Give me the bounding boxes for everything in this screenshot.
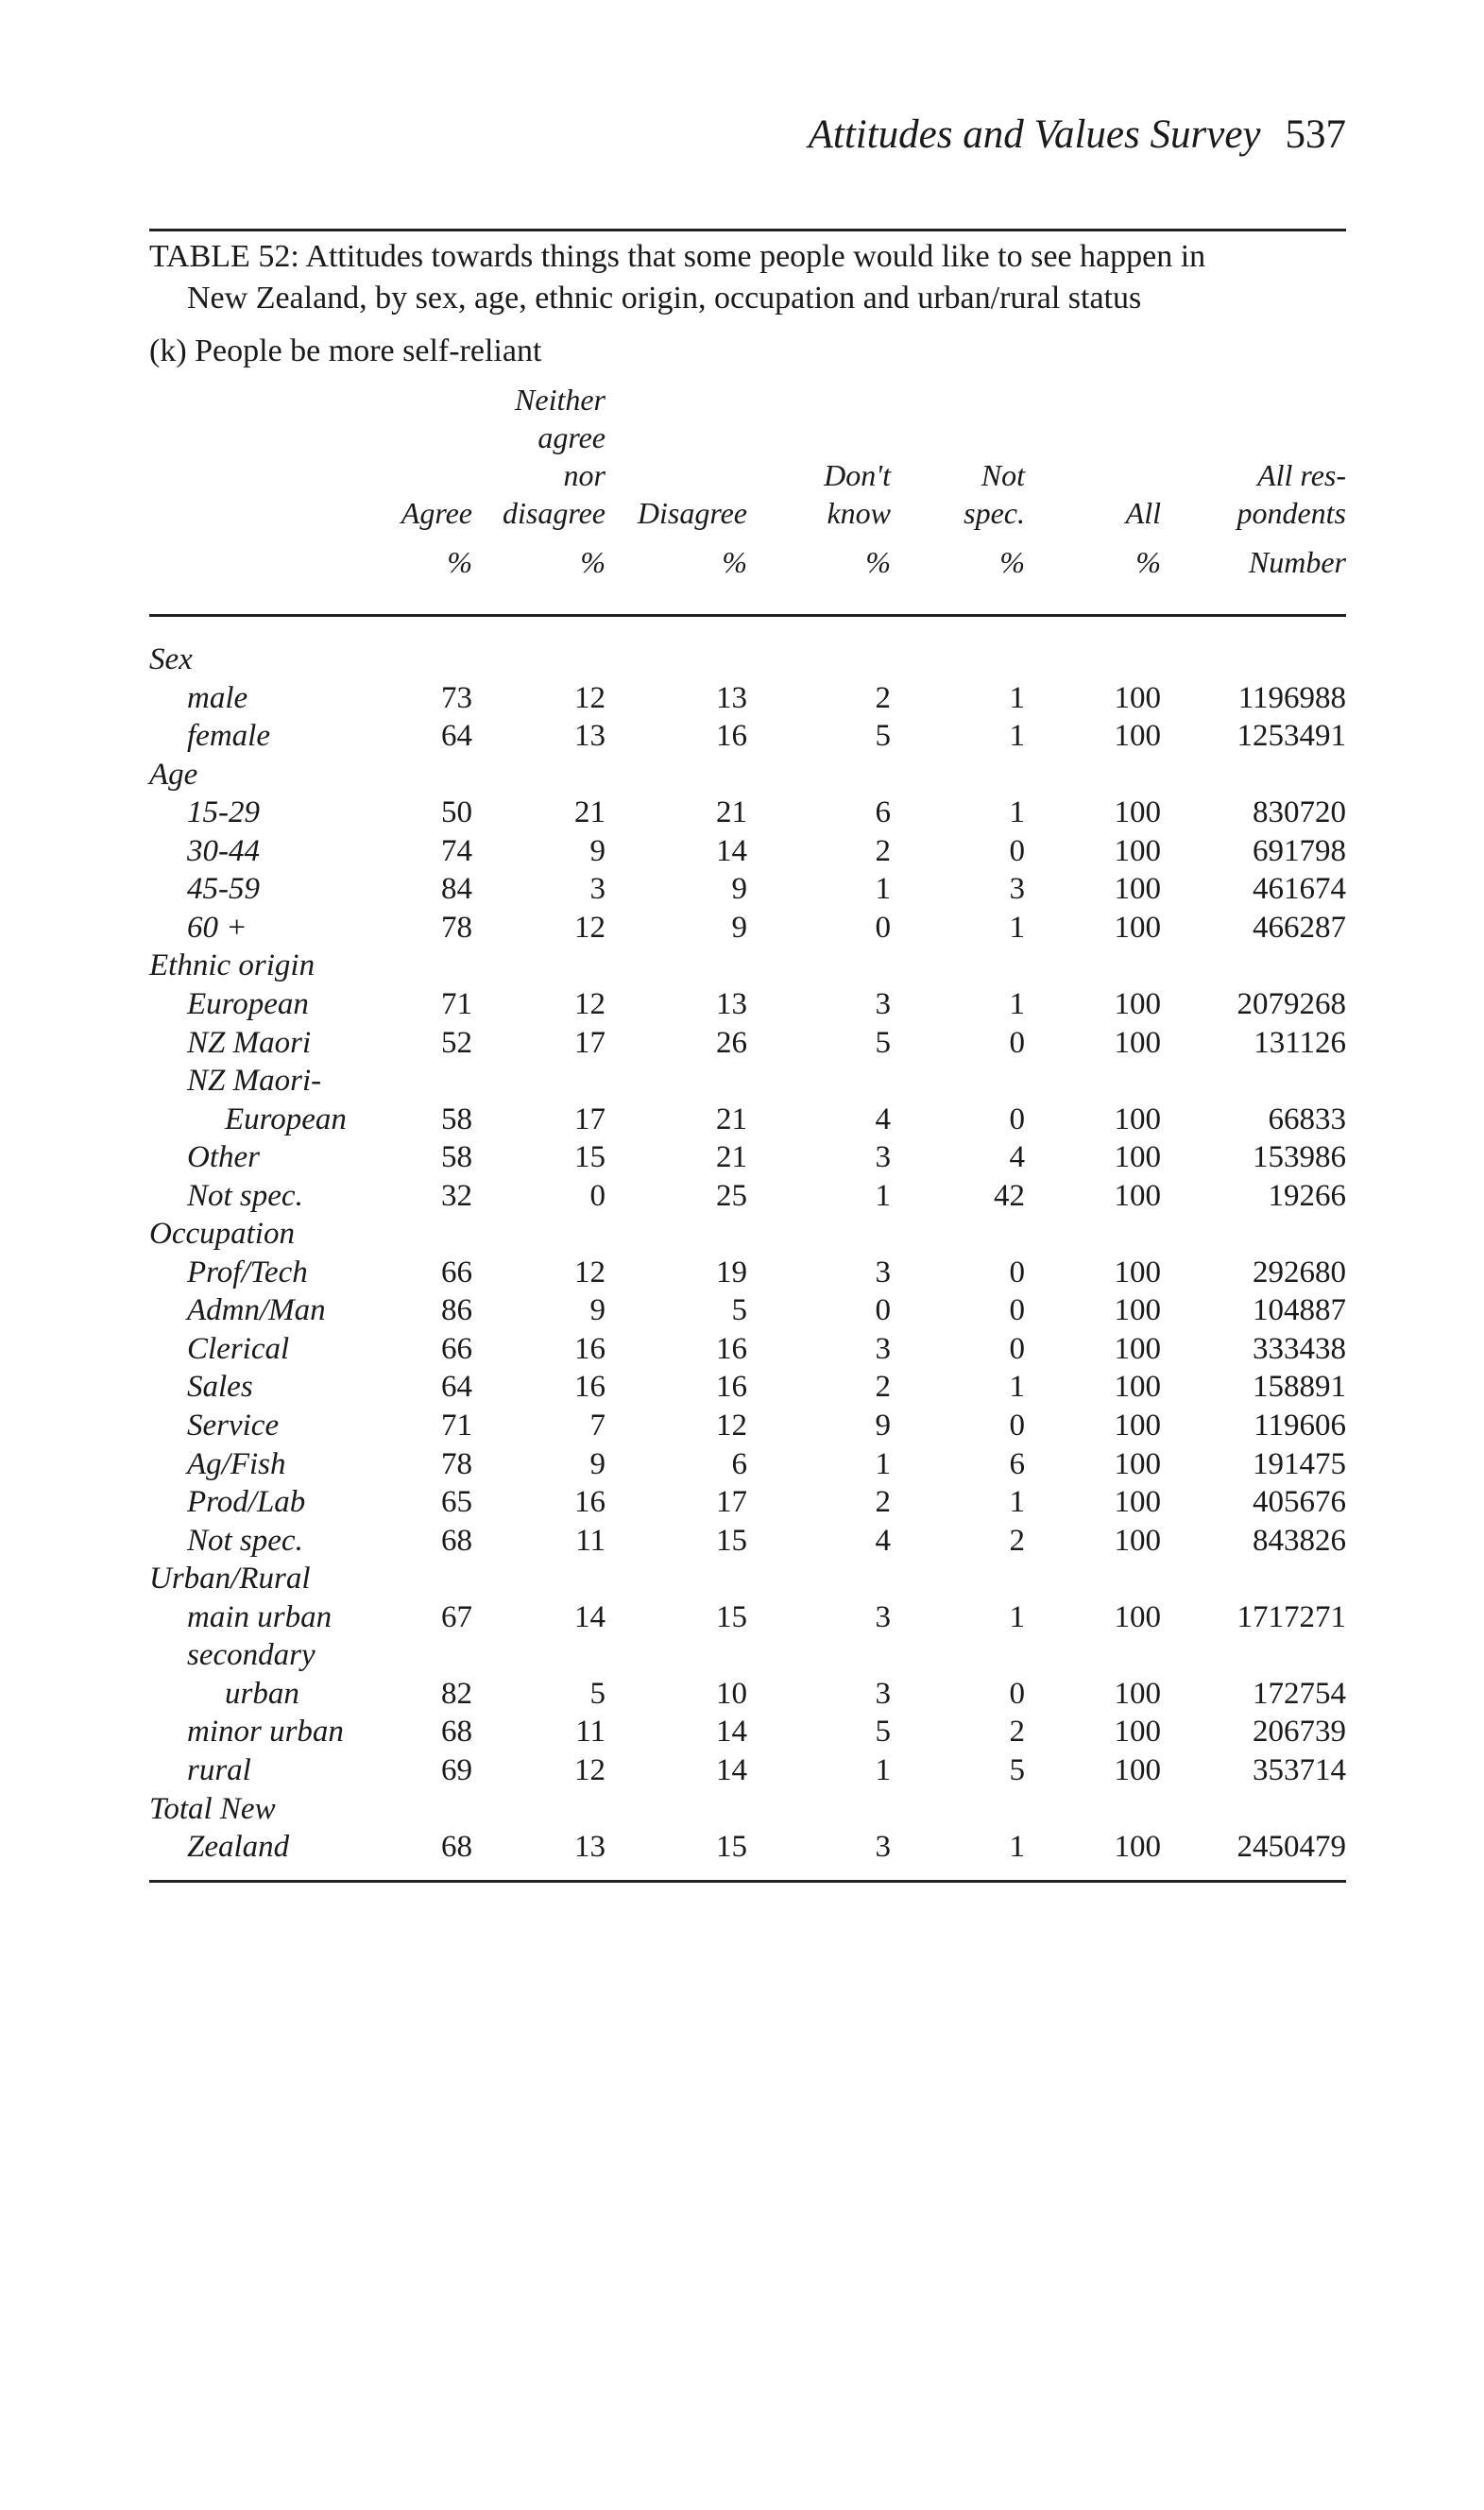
table-cell: 16 [716,1370,747,1405]
row-label: European [187,986,309,1021]
table-cell: 5 [589,1676,606,1711]
table-cell: 15 [716,1830,747,1865]
table-cell: 16 [574,1331,606,1366]
table-cell: 100 [1114,1830,1161,1865]
row-label: 60 + [187,910,247,945]
table-cell: 50 [441,795,472,830]
row-label: 30-44 [187,833,260,868]
table-cell: 58 [441,1101,472,1136]
table-cell: 71 [441,1409,472,1443]
table-cell: 3 [875,986,891,1021]
table-cell: 0 [1009,1676,1025,1711]
table-cell: 2450479 [1237,1830,1346,1865]
table-cell: 100 [1114,1101,1161,1136]
row-label: 45-59 [187,872,260,907]
col-header-line: pondents [1237,496,1346,530]
table-cell: 1 [1009,910,1025,945]
table-cell: 2 [875,1485,891,1520]
table-cell: 14 [716,1715,747,1750]
col-header-line: All res- [1257,458,1346,492]
row-label: Sales [187,1370,253,1405]
table-cell: 353714 [1253,1752,1346,1787]
table-cell: 68 [441,1523,472,1558]
table-cell: 0 [589,1178,606,1213]
row-label: male [187,680,248,715]
table-cell: 100 [1114,1025,1161,1060]
col-unit-neither: % [580,545,606,579]
row-label: Other [187,1140,260,1175]
col-unit-dont-know: % [865,545,891,579]
caption-line-2: New Zealand, by sex, age, ethnic origin, occupation and urban/rural status [187,281,1142,316]
table-cell: 1 [875,1446,891,1481]
table-cell: 68 [441,1830,472,1865]
row-label: Not spec. [187,1523,303,1558]
col-header-line: know [827,496,891,530]
row-group-label: Ethnic origin [149,948,316,983]
table-cell: 6 [1009,1446,1025,1481]
table-cell: 1 [1009,1599,1025,1634]
table-cell: 1196988 [1237,680,1346,715]
table-cell: 153986 [1253,1140,1346,1175]
col-unit-disagree: % [722,545,747,579]
table-cell: 26 [716,1025,747,1060]
table-cell: 5 [731,1293,747,1328]
table-cell: 100 [1114,1446,1161,1481]
table-cell: 100 [1114,1370,1161,1405]
row-group-label: Total New [149,1791,276,1826]
table-cell: 191475 [1253,1446,1346,1481]
col-header-line: disagree [502,496,606,530]
table-cell: 466287 [1253,910,1346,945]
table-cell: 52 [441,1025,472,1060]
table-cell: 17 [716,1485,747,1520]
table-cell: 12 [574,910,606,945]
table-cell: 843826 [1253,1523,1346,1558]
table-cell: 58 [441,1140,472,1175]
table-cell: 0 [1009,1101,1025,1136]
table-cell: 333438 [1253,1331,1346,1366]
table-cell: 2 [1009,1523,1025,1558]
table-cell: 15 [716,1599,747,1634]
table-cell: 0 [1009,1293,1025,1328]
table-cell: 9 [589,833,606,868]
table-cell: 100 [1114,1140,1161,1175]
table-cell: 100 [1114,1331,1161,1366]
table-cell: 206739 [1253,1715,1346,1750]
table-cell: 461674 [1253,872,1346,907]
table-cell: 74 [441,833,472,868]
table-cell: 64 [441,719,472,754]
table-cell: 100 [1114,1599,1161,1634]
table-cell: 1 [1009,1830,1025,1865]
table-cell: 82 [441,1676,472,1711]
table-cell: 3 [875,1140,891,1175]
table-cell: 2 [875,1370,891,1405]
table-cell: 71 [441,986,472,1021]
col-header-line: Disagree [637,496,747,530]
row-label: NZ Maori [187,1025,312,1060]
row-group-label: Urban/Rural [149,1562,311,1596]
row-label: rural [187,1752,251,1787]
table-cell: 0 [875,910,891,945]
table-cell: 9 [731,910,747,945]
table-cell: 12 [574,986,606,1021]
table-cell: 16 [574,1485,606,1520]
table-cell: 21 [716,795,747,830]
row-label: Prod/Lab [187,1485,306,1520]
col-header-line: agree [537,420,606,454]
table-cell: 405676 [1253,1485,1346,1520]
table-cell: 21 [716,1101,747,1136]
table-cell: 0 [1009,1331,1025,1366]
table-cell: 66 [441,1331,472,1366]
table-cell: 100 [1114,1715,1161,1750]
table-cell: 17 [574,1101,606,1136]
table-cell: 2 [875,833,891,868]
table-cell: 65 [441,1485,472,1520]
table-cell: 9 [589,1293,606,1328]
table-cell: 4 [875,1101,891,1136]
table-cell: 100 [1114,719,1161,754]
table-cell: 78 [441,910,472,945]
table-cell: 100 [1114,1752,1161,1787]
table-cell: 3 [875,1676,891,1711]
table-cell: 5 [875,1025,891,1060]
row-group-label: Sex [149,642,193,676]
table-cell: 6 [731,1446,747,1481]
row-label: Ag/Fish [187,1446,286,1481]
caption-line-1: TABLE 52: Attitudes towards things that some people would like to see happen in [149,239,1206,274]
table-cell: 0 [1009,1409,1025,1443]
table-cell: 4 [1009,1140,1025,1175]
row-label: European [225,1101,347,1136]
table-cell: 13 [574,719,606,754]
table-cell: 15 [716,1523,747,1558]
table-cell: 32 [441,1178,472,1213]
row-label: NZ Maori- [187,1064,322,1099]
table-cell: 3 [589,872,606,907]
table-cell: 100 [1114,1255,1161,1289]
table-cell: 9 [875,1409,891,1443]
table-cell: 11 [575,1715,606,1750]
table-cell: 78 [441,1446,472,1481]
table-cell: 100 [1114,795,1161,830]
table-cell: 14 [574,1599,606,1634]
table-cell: 158891 [1253,1370,1346,1405]
table-cell: 7 [589,1409,606,1443]
table-cell: 292680 [1253,1255,1346,1289]
col-unit-all: % [1135,545,1161,579]
row-label: Service [187,1409,280,1443]
table-cell: 100 [1114,1409,1161,1443]
table-cell: 25 [716,1178,747,1213]
row-label: Zealand [187,1830,290,1865]
col-header-line: nor [563,458,606,492]
col-header-line: Don't [824,458,891,492]
table-cell: 67 [441,1599,472,1634]
table-cell: 11 [575,1523,606,1558]
table-cell: 100 [1114,1523,1161,1558]
table-cell: 14 [716,1752,747,1787]
table-cell: 1 [1009,1485,1025,1520]
table-cell: 100 [1114,680,1161,715]
table-cell: 1717271 [1237,1599,1346,1634]
table-cell: 3 [875,1255,891,1289]
table-cell: 100 [1114,833,1161,868]
table-cell: 1 [875,1178,891,1213]
row-label: Not spec. [187,1178,303,1213]
col-header-line: Not [981,458,1025,492]
row-label: Prof/Tech [187,1255,308,1289]
table-cell: 3 [875,1830,891,1865]
col-header-line: Neither [515,383,606,417]
row-label: urban [225,1676,299,1711]
table-cell: 66 [441,1255,472,1289]
table-cell: 172754 [1253,1676,1346,1711]
col-header-line: Agree [401,496,472,530]
table-cell: 104887 [1253,1293,1346,1328]
table-cell: 100 [1114,872,1161,907]
table-cell: 6 [875,795,891,830]
table-cell: 16 [574,1370,606,1405]
table-cell: 100 [1114,910,1161,945]
table-cell: 5 [1009,1752,1025,1787]
row-label: secondary [187,1638,316,1673]
running-head-title: Attitudes and Values Survey [808,112,1261,157]
table-cell: 1 [875,1752,891,1787]
table-cell: 12 [574,680,606,715]
table-cell: 13 [716,680,747,715]
table-cell: 131126 [1254,1025,1346,1060]
table-cell: 1253491 [1237,719,1346,754]
row-group-label: Occupation [149,1217,295,1252]
table-cell: 42 [994,1178,1025,1213]
table-cell: 1 [1009,719,1025,754]
table-cell: 5 [875,1715,891,1750]
table-cell: 16 [716,719,747,754]
table-cell: 10 [716,1676,747,1711]
table-cell: 14 [716,833,747,868]
table-cell: 100 [1114,1178,1161,1213]
table-cell: 3 [875,1599,891,1634]
table-cell: 13 [574,1830,606,1865]
page-number: 537 [1285,112,1346,157]
table-cell: 0 [1009,1025,1025,1060]
table-cell: 0 [1009,833,1025,868]
table-cell: 68 [441,1715,472,1750]
table-cell: 0 [1009,1255,1025,1289]
row-group-label: Age [149,757,198,792]
table-cell: 15 [574,1140,606,1175]
table-cell: 100 [1114,986,1161,1021]
table-cell: 1 [1009,680,1025,715]
table-cell: 21 [574,795,606,830]
table-cell: 119606 [1254,1409,1346,1443]
table-cell: 2 [1009,1715,1025,1750]
table-cell: 1 [1009,986,1025,1021]
table-cell: 13 [716,986,747,1021]
row-label: female [187,719,270,754]
table-cell: 73 [441,680,472,715]
table-cell: 830720 [1253,795,1346,830]
table-subtitle: (k) People be more self-reliant [149,333,542,368]
table-cell: 1 [1009,1370,1025,1405]
table-cell: 69 [441,1752,472,1787]
col-unit-agree: % [447,545,472,579]
table-cell: 9 [589,1446,606,1481]
table-cell: 12 [716,1409,747,1443]
row-label: Clerical [187,1331,290,1366]
row-label: minor urban [187,1715,344,1750]
col-unit-not-spec: % [999,545,1025,579]
table-cell: 12 [574,1255,606,1289]
table-cell: 21 [716,1140,747,1175]
row-label: Admn/Man [187,1293,326,1328]
table-cell: 16 [716,1331,747,1366]
table-cell: 19266 [1268,1178,1346,1213]
col-unit-number: Number [1248,545,1346,579]
table-cell: 84 [441,872,472,907]
table-cell: 100 [1114,1676,1161,1711]
row-label: main urban [187,1599,333,1634]
table-cell: 1 [875,872,891,907]
table-cell: 12 [574,1752,606,1787]
table-cell: 3 [875,1331,891,1366]
table-cell: 0 [875,1293,891,1328]
table-cell: 100 [1114,1485,1161,1520]
table-cell: 100 [1114,1293,1161,1328]
table-cell: 9 [731,872,747,907]
table-cell: 5 [875,719,891,754]
table-cell: 86 [441,1293,472,1328]
table-cell: 1 [1009,795,1025,830]
table-cell: 19 [716,1255,747,1289]
table-cell: 2 [875,680,891,715]
table-cell: 3 [1009,872,1025,907]
table-cell: 4 [875,1523,891,1558]
table-cell: 66833 [1268,1101,1346,1136]
table-cell: 691798 [1253,833,1346,868]
col-header-line: All [1125,496,1161,530]
bottom-rule [149,1880,1346,1883]
table-cell: 2079268 [1237,986,1346,1021]
row-label: 15-29 [187,795,260,830]
col-header-line: spec. [964,496,1025,530]
table-cell: 17 [574,1025,606,1060]
table-cell: 64 [441,1370,472,1405]
